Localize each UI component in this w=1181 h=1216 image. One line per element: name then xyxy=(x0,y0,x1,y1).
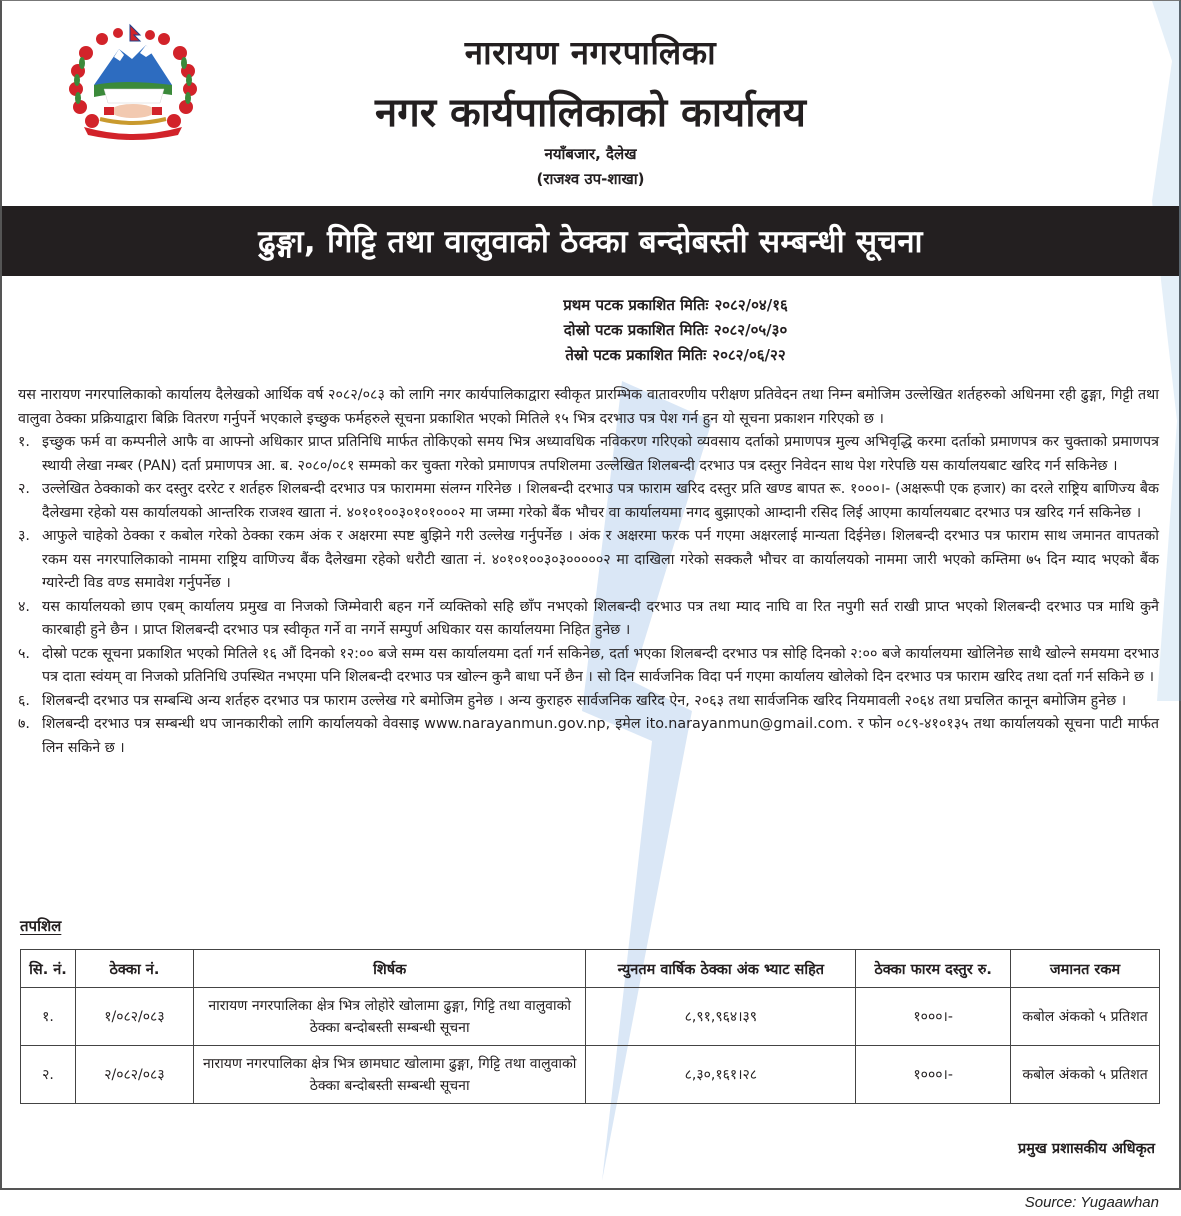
intro-paragraph: यस नारायण नगरपालिकाको कार्यालय दैलेखको आर्थिक वर्ष २०८२/०८३ को लागि नगर कार्यपालिकाद्वारा स्वीकृत प्रारम्भिक वातावरणीय परीक्षण प्रतिवेदन तथा निम्न बमोजिम उल्लेखित शर्तहरुको अधिनमा रही ढुङ्गा, गिट्टी तथा वालुवा ठेक्का प्रक्रियाद्वारा बिक्रि वितरण गर्नुपर्ने भएकाले इच्छुक फर्महरुले सूचना प्रकाशित भएको मितिले १५ भित्र दरभाउ पत्र पेश गर्न हुन यो सूचना प्रकाशन गरिएको छ । xyxy=(18,387,1159,427)
minimum-amount: ८,३०,१६१।२८ xyxy=(586,1046,856,1104)
clause-number: ५. xyxy=(18,645,30,662)
table-row xyxy=(21,1046,1160,1104)
contract-number: २/०८२/०८३ xyxy=(75,1046,193,1104)
signatory-title: प्रमुख प्रशासकीय अधिकृत xyxy=(1018,1141,1155,1157)
clause-number: २. xyxy=(18,481,30,497)
clause-item xyxy=(18,643,1159,690)
municipality-name: नारायण नगरपालिका xyxy=(464,33,717,72)
clause-item xyxy=(18,596,1159,643)
letterhead xyxy=(2,1,1179,201)
source-credit: Source: Yugaawhan xyxy=(1024,1194,1159,1211)
column-header: ठेक्का नं. xyxy=(75,950,193,988)
notice-body xyxy=(18,384,1159,760)
clause-number: १. xyxy=(18,434,30,450)
date-label: प्रथम पटक प्रकाशित मितिः xyxy=(563,296,709,314)
schedule-heading: तपशिल xyxy=(20,917,62,935)
table-row xyxy=(21,988,1160,1046)
clause-text: शिलबन्दी दरभाउ पत्र सम्बन्धि अन्य शर्तहरु दरभाउ पत्र फाराम उल्लेख गरे बमोजिम हुनेछ । अन्य कुराहरु सार्वजनिक खरिद ऐन, २०६३ तथा सार्वजनिक खरिद नियमावली २०६४ तथा प्रचलित कानून बमोजिम हुनेछ । xyxy=(42,692,1127,709)
office-address: नयाँबजार, दैलेख xyxy=(544,145,637,163)
date-value: २०८२/०५/३० xyxy=(713,321,788,339)
clause-item xyxy=(18,478,1159,525)
form-fee: १०००।- xyxy=(856,988,1011,1046)
column-header: सि. नं. xyxy=(21,950,76,988)
clause-item xyxy=(18,431,1159,478)
publication-date-first xyxy=(2,293,1179,318)
publication-date-third xyxy=(2,343,1179,368)
column-header: शिर्षक xyxy=(193,950,586,988)
clause-text: आफुले चाहेको ठेक्का र कबोल गरेको ठेक्का रकम अंक र अक्षरमा स्पष्ट बुझिने गरी उल्लेख गर्नुपर्नेछ । अंक र अक्षरमा फरक पर्न गएमा अक्षरलाई मान्यता दिईनेछ। शिलबन्दी दरभाउ पत्र फाराम साथ जमानत वापतको रकम यस नगरपालिकाको नाममा राष्ट्रिय वाणिज्य बैंक दैलेखमा रहेको धरौटी खाता नं. ४०१०१००३०३०००००२ मा दाखिला गरेको सक्कलै भौचर वा कार्यालयको नाममा जारी भएको कम्तिमा ७५ दिन म्याद भएको बैंक ग्यारेन्टी विड वण्ड समावेश गर्नुपर्नेछ । xyxy=(42,528,1159,591)
clause-number: ३. xyxy=(18,528,30,544)
clause-text: शिलबन्दी दरभाउ पत्र सम्बन्धी थप जानकारीको लागि कार्यालयको वेवसाइ www.narayanmun.gov.np, इमेल ito.narayanmun@gmail.com. र फोन ०८९-४१०१३५ तथा कार्यालयको सूचना पाटी मार्फत लिन सकिने छ । xyxy=(42,716,1159,756)
table-header-row xyxy=(21,950,1160,988)
contract-title: नारायण नगरपालिका क्षेत्र भित्र छामघाट खोलामा ढुङ्गा, गिट्टि तथा वालुवाको ठेक्का बन्दोबस्ती सम्बन्धी सूचना xyxy=(193,1046,586,1104)
security-deposit: कबोल अंकको ५ प्रतिशत xyxy=(1011,988,1160,1046)
date-value: २०८२/०६/२२ xyxy=(712,346,786,364)
serial-number: २. xyxy=(21,1046,76,1104)
notice-title: ढुङ्गा, गिट्टि तथा वालुवाको ठेक्का बन्दोबस्ती सम्बन्धी सूचना xyxy=(258,224,923,260)
date-value: २०८२/०४/१६ xyxy=(714,296,788,314)
publication-dates xyxy=(2,293,1179,368)
clause-text: इच्छुक फर्म वा कम्पनीले आफै वा आफ्नो अधिकार प्राप्त प्रतिनिधि मार्फत तोकिएको समय भित्र अध्यावधिक नविकरण गरिएको व्यवसाय दर्ताको प्रमाणपत्र मुल्य अभिवृद्धि करमा दर्ताको प्रमाणपत्र कर चुक्ताको प्रमाणपत्र स्थायी लेखा नम्बर (PAN) दर्ता प्रमाणपत्र आ. ब. २०८०/०८१ सम्मको कर चुक्ता गरेको प्रमाणपत्र तपशिलमा उल्लेखित शिलबन्दी दरभाउ पत्र दस्तुर निवेदन साथ पेश गरेपछि यस कार्यालयबाट खरिद गर्न सकिनेछ । xyxy=(42,434,1159,474)
clause-text: दोस्रो पटक सूचना प्रकाशित भएको मितिले १६ औं दिनको १२:०० बजे सम्म यस कार्यालयमा दर्ता गर्न सकिनेछ, दर्ता भएका शिलबन्दी दरभाउ पत्र सोहि दिनको २:०० बजे कार्यालयमा खोलिनेछ साथै खोल्ने समयमा दरभाउ पत्र दाता स्वंयम् वा निजको प्रतिनिधि उपस्थित नभएमा पनि शिलबन्दी दरभाउ पत्र खोल्न कुनै बाधा पर्ने छैन । सो दिन सार्वजनिक विदा पर्न गएमा कार्यालय खोलेको दिन दरभाउ पत्र फाराम खरिद तथा दर्ता गर्न सकिने छ । xyxy=(42,645,1159,685)
date-label: दोस्रो पटक प्रकाशित मितिः xyxy=(563,321,708,339)
office-section: (राजश्व उप-शाखा) xyxy=(536,170,645,188)
security-deposit: कबोल अंकको ५ प्रतिशत xyxy=(1011,1046,1160,1104)
contract-title: नारायण नगरपालिका क्षेत्र भित्र लोहोरे खोलामा ढुङ्गा, गिट्टि तथा वालुवाको ठेक्का बन्दोबस्ती सम्बन्धी सूचना xyxy=(193,988,586,1046)
date-label: तेस्रो पटक प्रकाशित मितिः xyxy=(565,346,707,364)
clause-number: ६. xyxy=(18,692,30,709)
column-header: जमानत रकम xyxy=(1011,950,1160,988)
contract-number: १/०८२/०८३ xyxy=(75,988,193,1046)
minimum-amount: ८,९१,९६४।३९ xyxy=(586,988,856,1046)
column-header: न्युनतम वार्षिक ठेक्का अंक भ्याट सहित xyxy=(586,950,856,988)
clause-text: यस कार्यालयको छाप एबम् कार्यालय प्रमुख वा निजको जिम्मेवारी बहन गर्ने व्यक्तिको सहि छाँप नभएको शिलबन्दी दरभाउ पत्र तथा म्याद नाघि वा रित नपुगी सर्त राखी प्राप्त भएको शिलबन्दी दरभाउ पत्र माथि कुनै कारबाही हुने छैन । प्राप्त शिलबन्दी दरभाउ पत्र स्वीकृत गर्ने वा नगर्ने सम्पुर्ण अधिकार यस कार्यालयमा निहित हुनेछ । xyxy=(42,598,1159,638)
office-name: नगर कार्यपालिकाको कार्यालय xyxy=(375,90,806,136)
clause-item xyxy=(18,713,1159,760)
notice-title-banner xyxy=(2,206,1179,276)
schedule-table xyxy=(20,949,1160,1104)
clause-item xyxy=(18,690,1159,714)
form-fee: १०००।- xyxy=(856,1046,1011,1104)
column-header: ठेक्का फारम दस्तुर रु. xyxy=(856,950,1011,988)
clause-text: उल्लेखित ठेक्काको कर दस्तुर दररेट र शर्तहरु शिलबन्दी दरभाउ पत्र फाराममा संलग्न गरिनेछ । शिलबन्दी दरभाउ पत्र फाराम खरिद दस्तुर प्रति खण्ड बापत रू. १०००।- (अक्षरूपी एक हजार) का दरले राष्ट्रिय बाणिज्य बैक दैलेखमा रहेको यस कार्यालयको आन्तरिक राजश्व खाता नं. ४०१०१००३०१०१०००२ मा जम्मा गरेको बैंक भौचर वा कार्यालयमा नगद बुझाएको आम्दानी रसिद लिई आएमा कार्यालयबाट दरभाउ पत्र खरिद गर्न सकिनेछ । xyxy=(42,481,1159,521)
serial-number: १. xyxy=(21,988,76,1046)
clause-item xyxy=(18,525,1159,596)
publication-date-second xyxy=(2,318,1179,343)
clause-number: ४. xyxy=(18,598,30,615)
clause-number: ७. xyxy=(18,716,30,732)
